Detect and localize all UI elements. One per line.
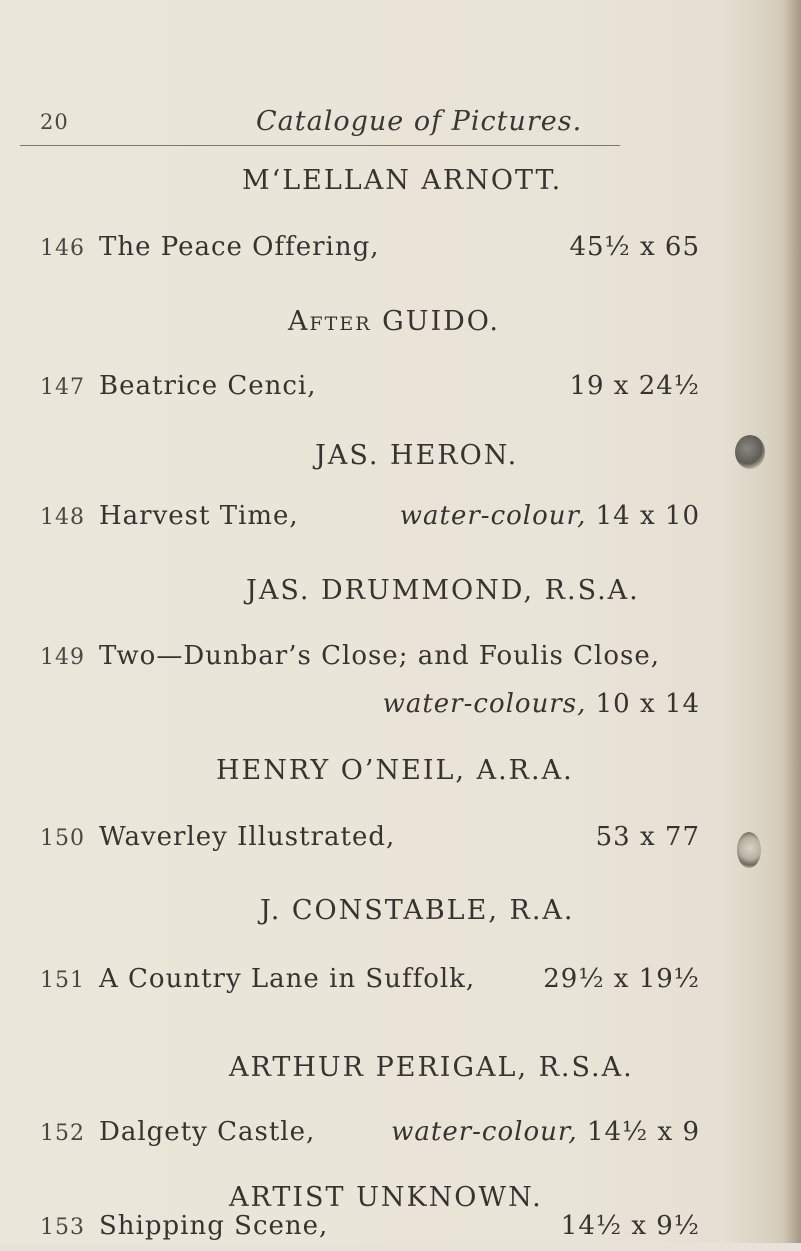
binding-hole-top (735, 435, 765, 469)
entry-number: 148 (40, 505, 85, 530)
entry-title: Dalgety Castle, (99, 1117, 316, 1147)
entry-number: 150 (40, 826, 85, 851)
running-title: Catalogue of Pictures. (256, 106, 583, 137)
header-rule (20, 145, 620, 146)
catalogue-entry (40, 641, 700, 719)
entry-title: Shipping Scene, (99, 1211, 329, 1241)
entry-number: 146 (40, 236, 85, 261)
artist-heading: J. CONSTABLE, R.A. (260, 895, 575, 926)
entry-medium: water-colour, (399, 501, 587, 531)
artist-heading: JAS. HERON. (315, 440, 519, 471)
entry-dimensions: water-colours, 10 x 14 (382, 689, 700, 719)
entry-title: The Peace Offering, (99, 232, 380, 262)
entry-title: Waverley Illustrated, (99, 822, 396, 852)
entry-medium: water-colour, (391, 1117, 578, 1147)
entry-dimensions: 29½ x 19½ (543, 964, 700, 994)
catalogue-entry (40, 1117, 700, 1157)
entry-dimensions: water-colour, 14 x 10 (399, 501, 700, 531)
catalogue-entry (40, 371, 700, 411)
catalogue-entry (40, 232, 700, 272)
entry-title: Two—Dunbar’s Close; and Foulis Close, (99, 641, 660, 671)
artist-heading: After GUIDO. (288, 306, 500, 337)
artist-heading: JAS. DRUMMOND, R.S.A. (246, 575, 640, 606)
entry-number: 147 (40, 375, 85, 400)
binding-hole-bottom (737, 832, 761, 868)
entry-number: 149 (40, 645, 85, 670)
entry-title: A Country Lane in Suffolk, (99, 964, 476, 994)
entry-dimensions: 14½ x 9½ (560, 1211, 700, 1241)
entry-dimensions: 53 x 77 (595, 822, 700, 852)
entry-title: Harvest Time, (99, 501, 299, 531)
page-number: 20 (40, 110, 69, 134)
artist-heading: ARTIST UNKNOWN. (229, 1182, 543, 1213)
catalogue-entry (40, 822, 700, 862)
catalogue-entry (40, 501, 700, 541)
entry-medium: water-colours, (382, 689, 587, 719)
artist-prefix: After (288, 306, 372, 337)
entry-number: 152 (40, 1121, 85, 1146)
artist-heading: M‘LELLAN ARNOTT. (242, 165, 563, 196)
page-header (40, 100, 700, 140)
catalogue-entry (40, 964, 700, 1004)
entry-dimensions: 19 x 24½ (569, 371, 700, 401)
entry-title: Beatrice Cenci, (99, 371, 317, 401)
entry-number: 151 (40, 968, 85, 993)
entry-dimensions: water-colour, 14½ x 9 (391, 1117, 700, 1147)
artist-heading: HENRY O’NEIL, A.R.A. (216, 755, 574, 786)
artist-heading: ARTHUR PERIGAL, R.S.A. (229, 1052, 634, 1083)
entry-dimensions: 45½ x 65 (569, 232, 700, 262)
entry-number: 153 (40, 1215, 85, 1240)
catalogue-entry (40, 1211, 700, 1251)
page-edge (783, 0, 801, 1243)
